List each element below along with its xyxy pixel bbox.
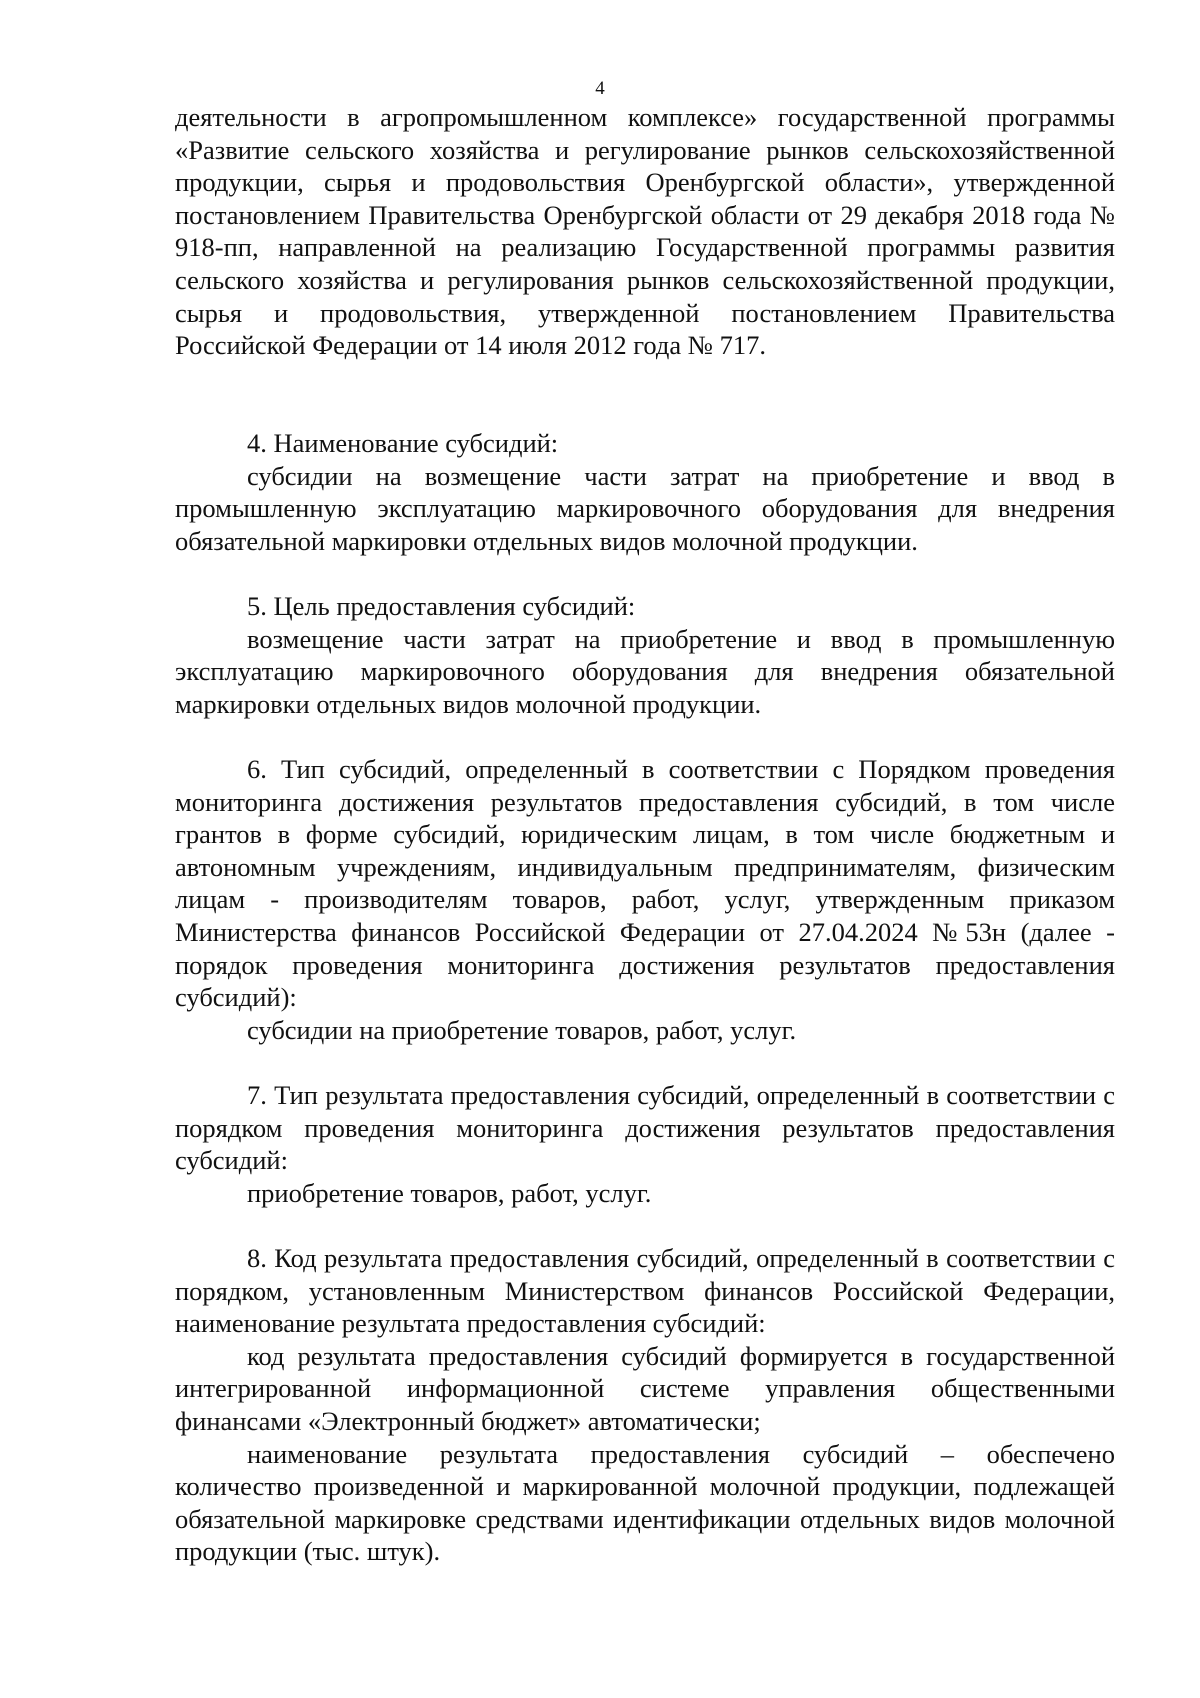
section-5 — [175, 590, 1115, 720]
page-number: 4 — [595, 78, 605, 99]
section-6 — [175, 753, 1115, 1046]
section-8 — [175, 1242, 1115, 1568]
section-4-heading: 4. Наименование субсидий: — [247, 428, 559, 458]
section-5-body: возмещение части затрат на приобретение и ввод в промышленную эксплуатацию маркировочного оборудования для внедрения обязательной маркировки отдельных видов молочной продукции. — [175, 623, 1115, 719]
section-7-heading: 7. Тип результата предоставления субсидий, определенный в соответствии с порядком проведения мониторинга достижения результатов предоставления субсидий: — [175, 1080, 1115, 1176]
section-7-body: приобретение товаров, работ, услуг. — [247, 1177, 652, 1208]
intro-paragraph: деятельности в агропромышленном комплексе» государственной программы «Развитие сельского хозяйства и регулирование рынков сельскохозяйственной продукции, сырья и продовольствия Оренбургской области», утвержденной постановлением Правительства Оренбургской области от 29 декабря 2018 года № 918-пп, направленной на реализацию Государственной программы развития сельского хозяйства и регулирования рынков сельскохозяйственной продукции, сырья и продовольствия, утвержденной постановлением Правительства Российской Федерации от 14 июля 2012 года № 717. — [175, 102, 1115, 361]
section-8-heading: 8. Код результата предоставления субсидий, определенный в соответствии с порядком, установленным Министерством финансов Российской Федерации, наименование результата предоставления субсидий: — [175, 1243, 1115, 1339]
section-8-body-code: код результата предоставления субсидий формируется в государственной интегрированной информационной системе управления общественными финансами «Электронный бюджет» автоматически; — [175, 1340, 1115, 1436]
section-5-heading: 5. Цель предоставления субсидий: — [247, 591, 636, 621]
section-6-heading: 6. Тип субсидий, определенный в соответствии с Порядком проведения мониторинга достижения результатов предоставления субсидий, в том числе грантов в форме субсидий, юридическим лицам, в том числе бюджетным и автономным учреждениям, индивидуальным предпринимателям, физическим лицам - производителям товаров, работ, услуг, утвержденным приказом Министерства финансов Российской Федерации от 27.04.2024 №53н (далее - порядок проведения мониторинга достижения результатов предоставления субсидий): — [175, 754, 1115, 1013]
intro-block — [175, 101, 1115, 362]
section-4-body: субсидии на возмещение части затрат на приобретение и ввод в промышленную эксплуатацию маркировочного оборудования для внедрения обязательной маркировки отдельных видов молочной продукции. — [175, 460, 1115, 556]
section-4 — [175, 427, 1115, 557]
section-6-body: субсидии на приобретение товаров, работ, услуг. — [247, 1014, 797, 1045]
section-7 — [175, 1079, 1115, 1209]
section-8-body-name: наименование результата предоставления субсидий – обеспечено количество произведенной и маркированной молочной продукции, подлежащей обязательной маркировке средствами идентификации отдельных видов молочной продукции (тыс. штук). — [175, 1438, 1115, 1567]
